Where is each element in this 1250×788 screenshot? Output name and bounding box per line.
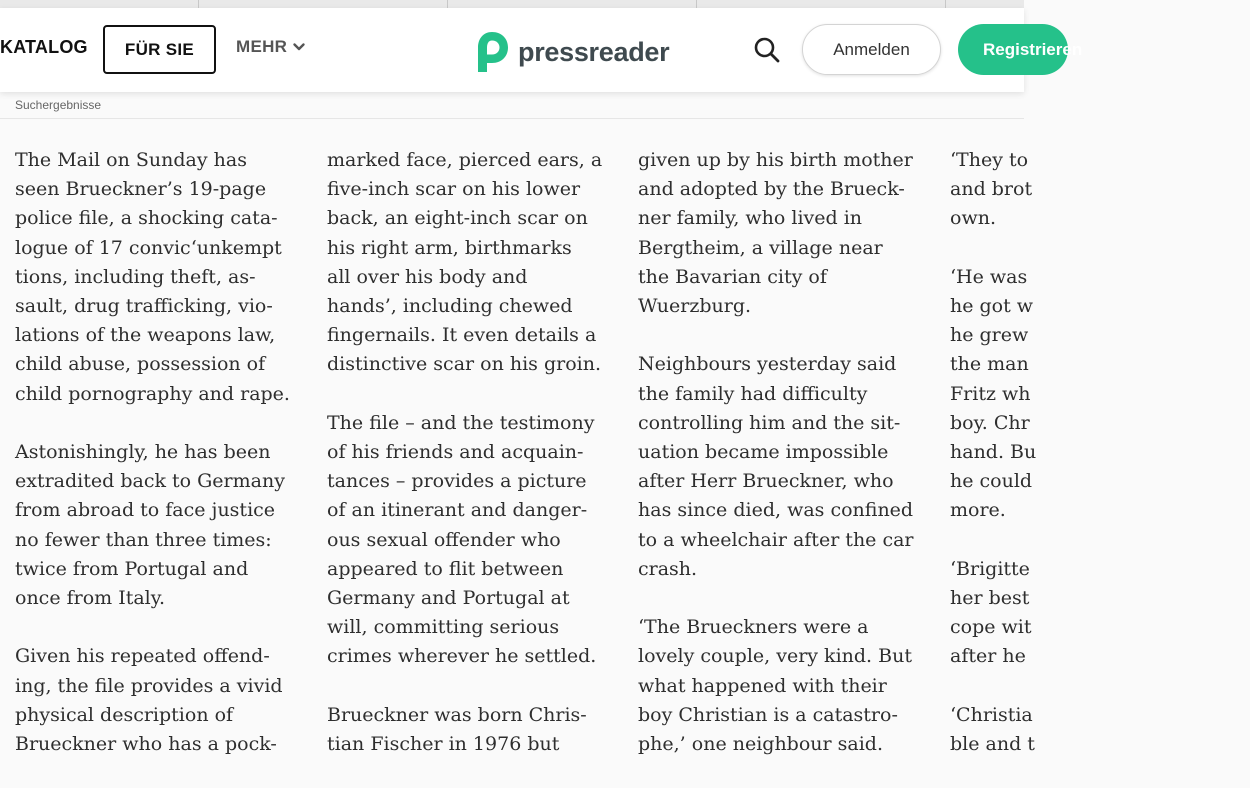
article-paragraph bbox=[15, 438, 315, 613]
article-text-line: police file, a shocking cata- bbox=[15, 207, 278, 230]
logo-text: pressreader bbox=[518, 36, 670, 67]
article-text-line: sault, drug trafficking, vio- bbox=[15, 295, 273, 318]
article-columns bbox=[0, 146, 1037, 768]
article-text-line: to a wheelchair after the car bbox=[638, 528, 914, 551]
article-text-line: of an itinerant and danger- bbox=[327, 499, 588, 522]
article-paragraph bbox=[327, 409, 627, 672]
article-paragraph bbox=[638, 613, 938, 759]
article-text-line: and adopted by the Brueck- bbox=[638, 178, 905, 201]
article-text-line: Brueckner was born Chris- bbox=[327, 703, 587, 726]
article-text-line: Given his repeated offend- bbox=[15, 645, 270, 668]
login-label: Anmelden bbox=[833, 39, 910, 59]
article-text-line: boy Christian is a catastro- bbox=[638, 703, 898, 726]
search-button[interactable] bbox=[753, 36, 781, 64]
article-text-line: hand. Bu bbox=[950, 441, 1037, 464]
article-text-line: extradited back to Germany bbox=[15, 470, 285, 493]
article-text-line: five-inch scar on his lower bbox=[327, 178, 581, 201]
article-text-line: once from Italy. bbox=[15, 587, 166, 610]
article-text-line: ous sexual offender who bbox=[327, 528, 561, 551]
article-text-line: crimes wherever he settled. bbox=[327, 645, 597, 668]
browser-tab-strip bbox=[0, 0, 1024, 8]
article-text-line: the man bbox=[950, 353, 1029, 376]
article-text-line: The file – and the testimony bbox=[327, 411, 595, 434]
article-text-line: he got w bbox=[950, 295, 1034, 317]
article-text-line: seen Brueckner’s 19-page bbox=[15, 178, 267, 201]
tab-separator bbox=[945, 0, 946, 8]
article-text-line: fingernails. It even details a bbox=[327, 324, 597, 347]
search-results-label: Suchergebnisse bbox=[15, 98, 102, 112]
article-text-line: back, an eight-inch scar on bbox=[327, 207, 588, 230]
article-text-line: The Mail on Sunday has bbox=[15, 149, 247, 171]
article-text-line: the family had difficulty bbox=[638, 382, 868, 405]
article-text-line: ner family, who lived in bbox=[638, 207, 863, 230]
article-text-line: twice from Portugal and bbox=[15, 557, 249, 580]
article-column-1 bbox=[15, 146, 315, 788]
article-text-line: tions, including theft, as- bbox=[15, 265, 256, 288]
article-text-line: tian Fischer in 1976 but bbox=[327, 733, 560, 756]
article-text-line: her best bbox=[950, 587, 1030, 610]
article-text-line: Wuerzburg. bbox=[638, 295, 752, 318]
article-text-line: phe,’ one neighbour said. bbox=[638, 733, 883, 756]
article-text-line: Astonishingly, he has been bbox=[15, 441, 271, 464]
article-text-line: of his friends and acquain- bbox=[327, 441, 584, 464]
article-text-line: after he bbox=[950, 645, 1026, 668]
article-text-line: lations of the weapons law, bbox=[15, 324, 276, 347]
article-paragraph bbox=[950, 263, 1250, 526]
article-text-line: all over his body and bbox=[327, 265, 528, 288]
article-text-line: the Bavarian city of bbox=[638, 265, 827, 288]
register-button[interactable] bbox=[958, 24, 1083, 75]
article-text-line: Bergtheim, a village near bbox=[638, 236, 883, 259]
article-text-line: he could bbox=[950, 470, 1033, 493]
nav-fuer-sie-label: FÜR SIE bbox=[124, 39, 195, 59]
article-text-line: hands’, including chewed bbox=[327, 295, 573, 318]
article-text-line: what happened with their bbox=[638, 674, 887, 697]
article-text-line: child abuse, possession of bbox=[15, 353, 266, 376]
article-text-line: lovely couple, very kind. But bbox=[638, 645, 912, 668]
article-text-line: ble and t bbox=[950, 733, 1035, 756]
article-column-3 bbox=[638, 146, 938, 788]
pressreader-logo[interactable] bbox=[474, 30, 669, 74]
article-text-line: Germany and Portugal at bbox=[327, 587, 570, 610]
article-text-line: marked face, pierced ears, a bbox=[327, 149, 603, 171]
article-text-line: Brueckner who has a pock- bbox=[15, 733, 277, 756]
article-text-line: given up by his birth mother bbox=[638, 149, 913, 171]
article-paragraph bbox=[950, 555, 1250, 672]
article-paragraph bbox=[15, 146, 315, 409]
article-text-line: crash. bbox=[638, 557, 698, 580]
article-text-line: he grew bbox=[950, 324, 1029, 347]
article-text-line: boy. Chr bbox=[950, 411, 1030, 434]
article-paragraph bbox=[950, 701, 1250, 759]
article-paragraph bbox=[15, 642, 315, 759]
article-text-line: after Herr Brueckner, who bbox=[638, 470, 894, 493]
chevron-down-icon bbox=[293, 43, 305, 51]
nav-katalog[interactable]: KATALOG bbox=[0, 37, 88, 57]
article-text-line: distinctive scar on his groin. bbox=[327, 353, 602, 376]
article-text-line: ‘Brigitte bbox=[950, 557, 1030, 580]
article-column-2 bbox=[327, 146, 627, 788]
site-header bbox=[0, 8, 1083, 92]
article-text-line: Fritz wh bbox=[950, 382, 1031, 405]
article-text-line: child pornography and rape. bbox=[15, 382, 290, 405]
article-paragraph bbox=[638, 146, 938, 321]
search-icon bbox=[753, 36, 781, 64]
article-text-line: his right arm, birthmarks bbox=[327, 236, 572, 259]
article-text-line: ‘They to bbox=[950, 149, 1029, 171]
article-text-line: appeared to flit between bbox=[327, 557, 564, 580]
article-text-line: will, committing serious bbox=[327, 616, 560, 639]
pressreader-logo-icon bbox=[474, 30, 510, 74]
article-text-line: from abroad to face justice bbox=[15, 499, 276, 522]
article-text-line: own. bbox=[950, 207, 996, 230]
article-text-line: tances – provides a picture bbox=[327, 470, 587, 493]
article-column-4 bbox=[950, 146, 1250, 788]
article-text-line: uation became impossible bbox=[638, 441, 889, 464]
tab-separator bbox=[696, 0, 697, 8]
article-text-line: more. bbox=[950, 499, 1006, 522]
article-text-line: ‘The Brueckners were a bbox=[638, 616, 869, 639]
article-paragraph bbox=[950, 146, 1250, 234]
article-paragraph bbox=[327, 146, 627, 380]
article-text-line: and brot bbox=[950, 178, 1033, 201]
article-text-line: ‘He was bbox=[950, 265, 1028, 288]
divider bbox=[0, 118, 1024, 119]
nav-mehr-dropdown[interactable] bbox=[236, 37, 305, 57]
article-text-line: ‘Christia bbox=[950, 703, 1033, 726]
article-text-line: Neighbours yesterday said bbox=[638, 353, 897, 376]
tab-separator bbox=[447, 0, 448, 8]
article-text-line: controlling him and the sit- bbox=[638, 411, 901, 434]
login-button[interactable] bbox=[802, 24, 941, 75]
article-paragraph bbox=[638, 350, 938, 584]
nav-fuer-sie[interactable] bbox=[103, 25, 216, 74]
article-text-line: cope wit bbox=[950, 616, 1032, 639]
article-text-line: ing, the file provides a vivid bbox=[15, 674, 283, 697]
register-label: Registrieren bbox=[983, 39, 1083, 59]
tab-separator bbox=[198, 0, 199, 8]
article-text-line: physical description of bbox=[15, 703, 234, 726]
nav-mehr-label: MEHR bbox=[236, 37, 288, 56]
article-text-line: logue of 17 convic‘unkempt bbox=[15, 236, 282, 259]
article-text-line: has since died, was confined bbox=[638, 499, 914, 522]
article-text-line: no fewer than three times: bbox=[15, 528, 272, 551]
article-paragraph bbox=[327, 701, 627, 759]
